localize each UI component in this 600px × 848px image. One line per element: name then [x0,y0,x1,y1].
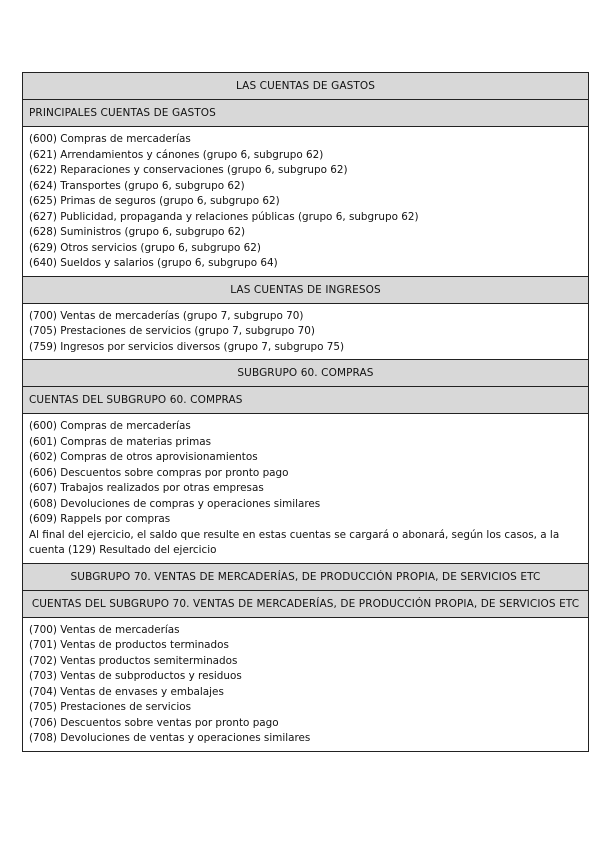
account-line: (628) Suministros (grupo 6, subgrupo 62) [29,226,246,238]
account-line: (601) Compras de materias primas [29,435,212,448]
section-header: LAS CUENTAS DE GASTOS [23,73,588,100]
account-line: (706) Descuentos sobre ventas por pronto pago [29,716,279,729]
section-header: SUBGRUPO 70. VENTAS DE MERCADERÍAS, DE PRODUCCIÓN PROPIA, DE SERVICIOS ETC [23,564,588,591]
account-line: (609) Rappels por compras [29,513,171,525]
account-line: (701) Ventas de productos terminados [29,639,229,651]
account-line: (640) Sueldos y salarios (grupo 6, subgrupo 64) [29,257,278,269]
account-line: (624) Transportes (grupo 6, subgrupo 62) [29,179,245,192]
account-line: (700) Ventas de mercaderías (grupo 7, subgrupo 70) [29,309,304,322]
account-line: (600) Compras de mercaderías [29,420,191,432]
account-line: (608) Devoluciones de compras y operaciones similares [29,497,321,510]
account-line: (600) Compras de mercaderías [29,133,191,145]
account-line: (627) Publicidad, propaganda y relaciones públicas (grupo 6, subgrupo 62) [29,210,419,223]
account-list [23,618,588,752]
account-line: (621) Arrendamientos y cánones (grupo 6, subgrupo 62) [29,148,324,161]
section-header: LAS CUENTAS DE INGRESOS [23,277,588,304]
closing-note: Al final del ejercicio, el saldo que resulte en estas cuentas se cargará o abonará, según los casos, a la cuenta (129) Resultado del ejercicio [29,528,560,556]
account-line: (704) Ventas de envases y embalajes [29,685,224,698]
section-header: SUBGRUPO 60. COMPRAS [23,360,588,387]
account-line: (629) Otros servicios (grupo 6, subgrupo 62) [29,241,261,254]
account-line: (705) Prestaciones de servicios [29,701,192,713]
account-list [23,414,588,564]
account-line: (625) Primas de seguros (grupo 6, subgrupo 62) [29,195,280,207]
account-list [23,127,588,277]
account-line: (705) Prestaciones de servicios (grupo 7, subgrupo 70) [29,325,315,337]
account-line: (708) Devoluciones de ventas y operaciones similares [29,732,311,744]
account-list [23,304,588,361]
account-line: (702) Ventas productos semiterminados [29,654,238,667]
account-line: (607) Trabajos realizados por otras empresas [29,482,264,494]
account-line: (759) Ingresos por servicios diversos (grupo 7, subgrupo 75) [29,340,345,353]
account-line: (700) Ventas de mercaderías [29,623,180,636]
account-line: (606) Descuentos sobre compras por pronto pago [29,466,289,479]
section-header: CUENTAS DEL SUBGRUPO 70. VENTAS DE MERCADERÍAS, DE PRODUCCIÓN PROPIA, DE SERVICIOS ETC [23,591,588,618]
accounts-table [22,72,589,752]
section-header: CUENTAS DEL SUBGRUPO 60. COMPRAS [23,387,588,414]
section-header: PRINCIPALES CUENTAS DE GASTOS [23,100,588,127]
account-line: (622) Reparaciones y conservaciones (grupo 6, subgrupo 62) [29,164,348,176]
account-line: (602) Compras de otros aprovisionamientos [29,451,258,463]
account-line: (703) Ventas de subproductos y residuos [29,670,242,682]
